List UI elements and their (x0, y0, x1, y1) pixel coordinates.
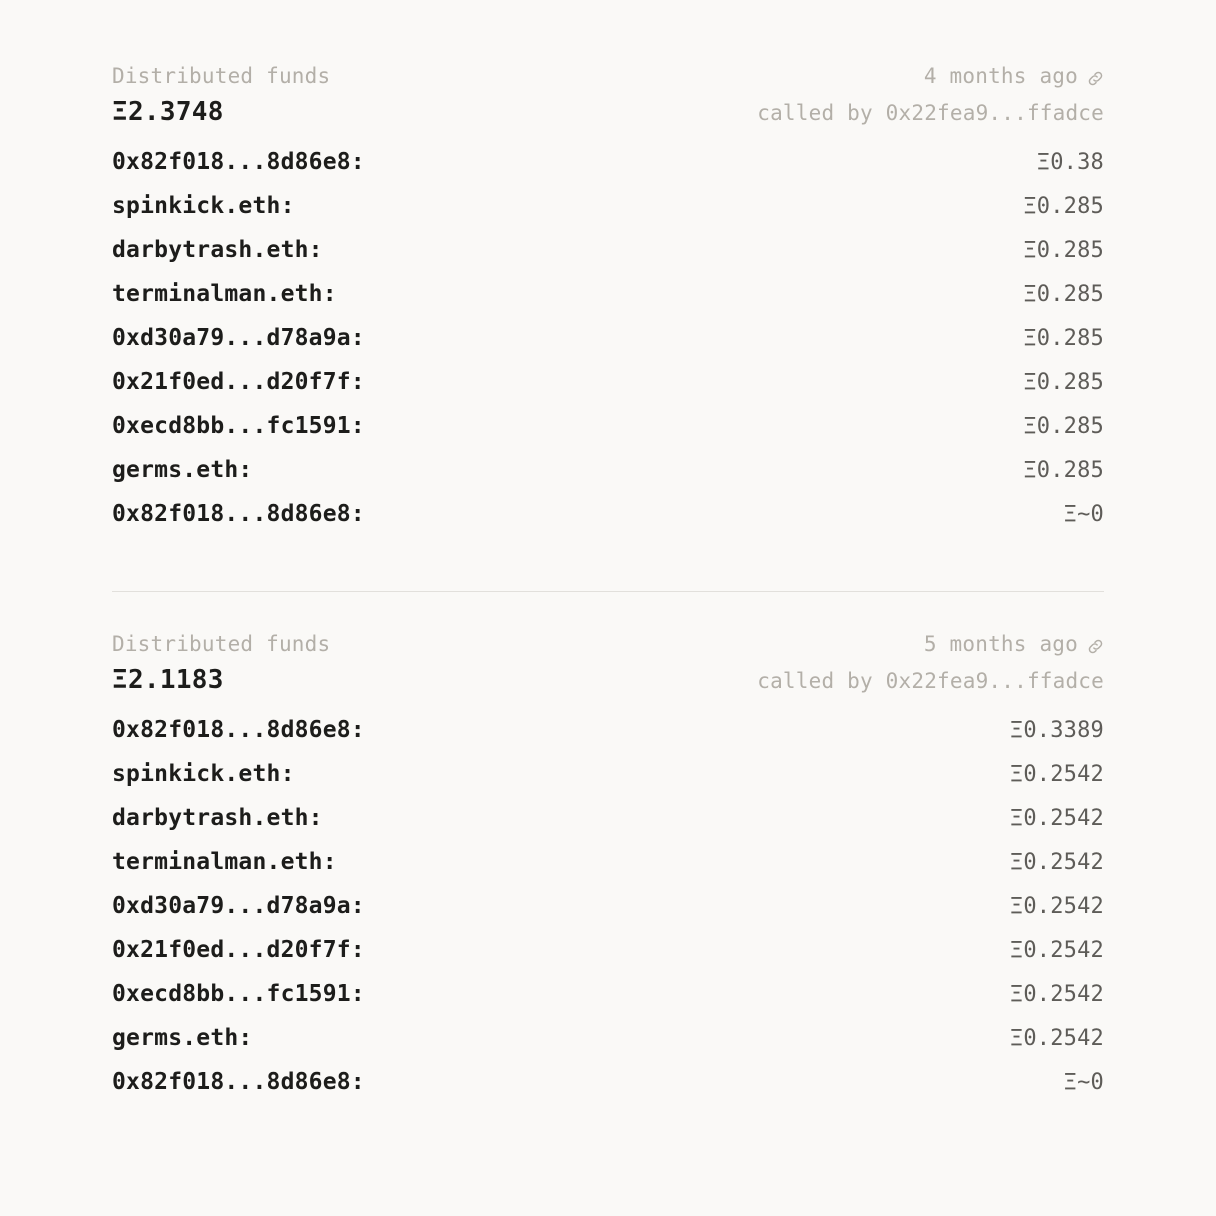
recipient-label: 0xd30a79...d78a9a: (112, 325, 365, 351)
event-subheader (112, 665, 1104, 695)
list-item[interactable] (112, 1025, 1104, 1069)
list-item[interactable] (112, 805, 1104, 849)
recipient-amount: Ξ0.38 (1036, 150, 1104, 175)
recipient-amount: Ξ~0 (1063, 502, 1104, 527)
event-timestamp: 4 months ago (923, 64, 1078, 88)
event-header (112, 64, 1104, 88)
list-item[interactable] (112, 1069, 1104, 1113)
recipient-label: 0xecd8bb...fc1591: (112, 981, 365, 1007)
recipient-label: 0x82f018...8d86e8: (112, 501, 365, 527)
list-item[interactable] (112, 457, 1104, 501)
recipient-amount: Ξ0.2542 (1009, 850, 1104, 875)
list-item[interactable] (112, 149, 1104, 193)
event-subheader (112, 97, 1104, 127)
list-item[interactable] (112, 761, 1104, 805)
recipient-amount: Ξ0.285 (1023, 326, 1104, 351)
distribution-event (112, 0, 1104, 592)
recipient-amount: Ξ0.285 (1023, 238, 1104, 263)
distribution-list (112, 717, 1104, 1113)
recipient-amount: Ξ~0 (1063, 1070, 1104, 1095)
recipient-label: 0x82f018...8d86e8: (112, 717, 365, 743)
list-item[interactable] (112, 193, 1104, 237)
recipient-label: germs.eth: (112, 457, 253, 483)
recipient-label: 0xecd8bb...fc1591: (112, 413, 365, 439)
list-item[interactable] (112, 501, 1104, 545)
recipient-amount: Ξ0.2542 (1009, 938, 1104, 963)
event-title: Distributed funds (112, 632, 331, 656)
recipient-amount: Ξ0.285 (1023, 282, 1104, 307)
link-icon[interactable] (1087, 638, 1104, 655)
recipient-label: 0x82f018...8d86e8: (112, 1069, 365, 1095)
event-timestamp: 5 months ago (923, 632, 1078, 656)
event-caller[interactable]: called by 0x22fea9...ffadce (757, 669, 1104, 693)
distribution-list (112, 149, 1104, 545)
list-item[interactable] (112, 413, 1104, 457)
recipient-amount: Ξ0.2542 (1009, 982, 1104, 1007)
recipient-label: darbytrash.eth: (112, 805, 323, 831)
recipient-amount: Ξ0.2542 (1009, 762, 1104, 787)
list-item[interactable] (112, 237, 1104, 281)
recipient-label: terminalman.eth: (112, 849, 337, 875)
recipient-label: 0x21f0ed...d20f7f: (112, 369, 365, 395)
event-timestamp-group (924, 64, 1104, 88)
recipient-amount: Ξ0.2542 (1009, 806, 1104, 831)
list-item[interactable] (112, 717, 1104, 761)
event-amount: Ξ2.1183 (112, 665, 224, 695)
distribution-event (112, 592, 1104, 1113)
list-item[interactable] (112, 849, 1104, 893)
recipient-amount: Ξ0.285 (1023, 458, 1104, 483)
list-item[interactable] (112, 937, 1104, 981)
recipient-label: terminalman.eth: (112, 281, 337, 307)
event-caller[interactable]: called by 0x22fea9...ffadce (757, 101, 1104, 125)
recipient-amount: Ξ0.285 (1023, 194, 1104, 219)
recipient-label: darbytrash.eth: (112, 237, 323, 263)
recipient-label: 0xd30a79...d78a9a: (112, 893, 365, 919)
list-item[interactable] (112, 325, 1104, 369)
recipient-amount: Ξ0.285 (1023, 370, 1104, 395)
recipient-label: spinkick.eth: (112, 761, 295, 787)
event-title: Distributed funds (112, 64, 331, 88)
list-item[interactable] (112, 981, 1104, 1025)
event-timestamp-group (924, 632, 1104, 656)
recipient-label: 0x82f018...8d86e8: (112, 149, 365, 175)
list-item[interactable] (112, 369, 1104, 413)
recipient-amount: Ξ0.285 (1023, 414, 1104, 439)
event-header (112, 632, 1104, 656)
event-amount: Ξ2.3748 (112, 97, 224, 127)
list-item[interactable] (112, 893, 1104, 937)
link-icon[interactable] (1087, 70, 1104, 87)
list-item[interactable] (112, 281, 1104, 325)
recipient-amount: Ξ0.2542 (1009, 894, 1104, 919)
recipient-amount: Ξ0.2542 (1009, 1026, 1104, 1051)
recipient-label: spinkick.eth: (112, 193, 295, 219)
recipient-label: germs.eth: (112, 1025, 253, 1051)
recipient-label: 0x21f0ed...d20f7f: (112, 937, 365, 963)
recipient-amount: Ξ0.3389 (1009, 718, 1104, 743)
